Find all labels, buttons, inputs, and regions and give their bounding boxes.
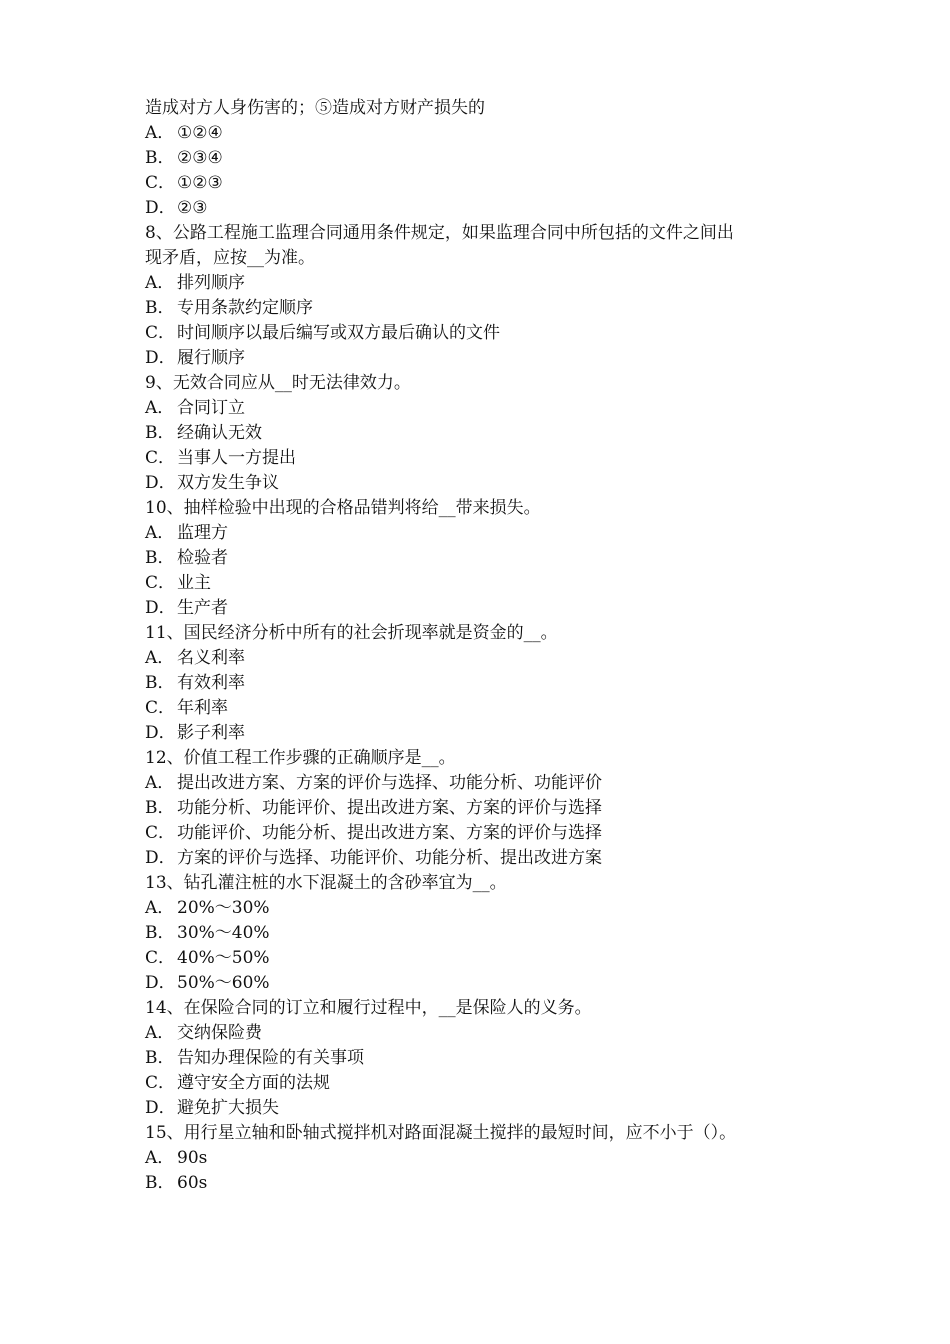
option-text: 30%～40% <box>177 923 270 943</box>
option-line <box>145 771 825 796</box>
option-text: 90s <box>177 1148 208 1168</box>
option-line <box>145 1046 825 1071</box>
option-line <box>145 1146 825 1171</box>
option-key: C． <box>145 573 176 593</box>
option-key: A． <box>145 1148 175 1168</box>
option-text: ②③ <box>177 198 208 218</box>
option-text: 专用条款约定顺序 <box>177 298 313 318</box>
option-line <box>145 196 825 221</box>
option-line <box>145 421 825 446</box>
option-key: B． <box>145 423 175 443</box>
option-line <box>145 596 825 621</box>
option-line <box>145 546 825 571</box>
option-text: 名义利率 <box>177 648 245 668</box>
option-text: 业主 <box>177 573 211 593</box>
option-line <box>145 321 825 346</box>
option-key: C． <box>145 448 176 468</box>
option-line <box>145 296 825 321</box>
option-line <box>145 521 825 546</box>
option-text: 交纳保险费 <box>177 1023 262 1043</box>
document-page <box>145 96 825 1196</box>
option-text: 提出改进方案、方案的评价与选择、功能分析、功能评价 <box>177 773 602 793</box>
option-line <box>145 971 825 996</box>
option-key: D． <box>145 348 176 368</box>
option-text: 排列顺序 <box>177 273 245 293</box>
option-key: B． <box>145 1048 175 1068</box>
question-block <box>145 371 825 496</box>
option-text: 合同订立 <box>177 398 245 418</box>
option-key: D． <box>145 598 176 618</box>
question-block <box>145 1121 825 1196</box>
option-line <box>145 271 825 296</box>
option-key: B． <box>145 548 175 568</box>
option-line <box>145 1071 825 1096</box>
option-key: D． <box>145 473 176 493</box>
option-text: 告知办理保险的有关事项 <box>177 1048 364 1068</box>
option-key: C． <box>145 698 176 718</box>
option-text: 40%～50% <box>177 948 270 968</box>
option-key: D． <box>145 848 176 868</box>
option-key: B． <box>145 148 175 168</box>
option-key: C． <box>145 323 176 343</box>
option-key: A． <box>145 1023 175 1043</box>
question-stem: 9、无效合同应从__时无法律效力。 <box>145 373 411 393</box>
intro-line: 造成对方人身伤害的；⑤造成对方财产损失的 <box>145 98 485 118</box>
option-key: D． <box>145 198 176 218</box>
option-text: 20%～30% <box>177 898 270 918</box>
option-text: 双方发生争议 <box>177 473 279 493</box>
option-line <box>145 846 825 871</box>
option-line <box>145 696 825 721</box>
option-key: B． <box>145 798 175 818</box>
option-key: D． <box>145 723 176 743</box>
option-line <box>145 721 825 746</box>
option-key: D． <box>145 973 176 993</box>
option-text: 年利率 <box>177 698 228 718</box>
question-block <box>145 746 825 871</box>
option-text: 遵守安全方面的法规 <box>177 1073 330 1093</box>
option-text: 功能评价、功能分析、提出改进方案、方案的评价与选择 <box>177 823 602 843</box>
option-key: B． <box>145 673 175 693</box>
question-stem: 14、在保险合同的订立和履行过程中，__是保险人的义务。 <box>145 998 592 1018</box>
option-key: A． <box>145 648 175 668</box>
question-stem: 10、抽样检验中出现的合格品错判将给__带来损失。 <box>145 498 541 518</box>
option-text: 经确认无效 <box>177 423 262 443</box>
option-text: 功能分析、功能评价、提出改进方案、方案的评价与选择 <box>177 798 602 818</box>
option-line <box>145 896 825 921</box>
option-line <box>145 171 825 196</box>
option-key: C． <box>145 948 176 968</box>
option-key: A． <box>145 898 175 918</box>
option-line <box>145 1171 825 1196</box>
option-line <box>145 571 825 596</box>
option-key: C． <box>145 173 176 193</box>
question-block <box>145 496 825 621</box>
question-stem: 15、用行星立轴和卧轴式搅拌机对路面混凝土搅拌的最短时间，应不小于（）。 <box>145 1123 737 1143</box>
option-line <box>145 121 825 146</box>
option-text: 60s <box>177 1173 208 1193</box>
option-key: B． <box>145 298 175 318</box>
question-block <box>145 871 825 996</box>
option-text: 影子利率 <box>177 723 245 743</box>
option-text: 监理方 <box>177 523 228 543</box>
option-text: 时间顺序以最后编写或双方最后确认的文件 <box>177 323 500 343</box>
option-key: A． <box>145 273 175 293</box>
option-key: A． <box>145 523 175 543</box>
option-line <box>145 346 825 371</box>
option-line <box>145 671 825 696</box>
lead-options <box>145 121 825 221</box>
option-key: A． <box>145 123 175 143</box>
question-stem: 8、公路工程施工监理合同通用条件规定，如果监理合同中所包括的文件之间出 <box>145 223 734 243</box>
question-stem: 现矛盾，应按__为准。 <box>145 248 315 268</box>
option-text: 生产者 <box>177 598 228 618</box>
option-line <box>145 396 825 421</box>
option-line <box>145 1096 825 1121</box>
question-block <box>145 221 825 371</box>
option-key: C． <box>145 1073 176 1093</box>
option-line <box>145 821 825 846</box>
option-text: 当事人一方提出 <box>177 448 296 468</box>
option-text: 履行顺序 <box>177 348 245 368</box>
option-text: 避免扩大损失 <box>177 1098 279 1118</box>
option-key: C． <box>145 823 176 843</box>
option-key: B． <box>145 923 175 943</box>
option-text: ②③④ <box>177 148 223 168</box>
option-text: 方案的评价与选择、功能评价、功能分析、提出改进方案 <box>177 848 602 868</box>
option-key: B． <box>145 1173 175 1193</box>
option-key: A． <box>145 773 175 793</box>
option-line <box>145 921 825 946</box>
option-text: ①②④ <box>177 123 223 143</box>
option-line <box>145 646 825 671</box>
question-list <box>145 221 825 1196</box>
option-line <box>145 146 825 171</box>
option-line <box>145 446 825 471</box>
option-text: 50%～60% <box>177 973 270 993</box>
option-line <box>145 1021 825 1046</box>
option-key: A． <box>145 398 175 418</box>
option-text: 检验者 <box>177 548 228 568</box>
option-text: ①②③ <box>177 173 223 193</box>
option-line <box>145 946 825 971</box>
option-line <box>145 796 825 821</box>
question-stem: 11、国民经济分析中所有的社会折现率就是资金的__。 <box>145 623 558 643</box>
question-stem: 13、钻孔灌注桩的水下混凝土的含砂率宜为__。 <box>145 873 507 893</box>
option-line <box>145 471 825 496</box>
option-key: D． <box>145 1098 176 1118</box>
question-block <box>145 996 825 1121</box>
question-stem: 12、价值工程工作步骤的正确顺序是__。 <box>145 748 456 768</box>
option-text: 有效利率 <box>177 673 245 693</box>
question-block <box>145 621 825 746</box>
